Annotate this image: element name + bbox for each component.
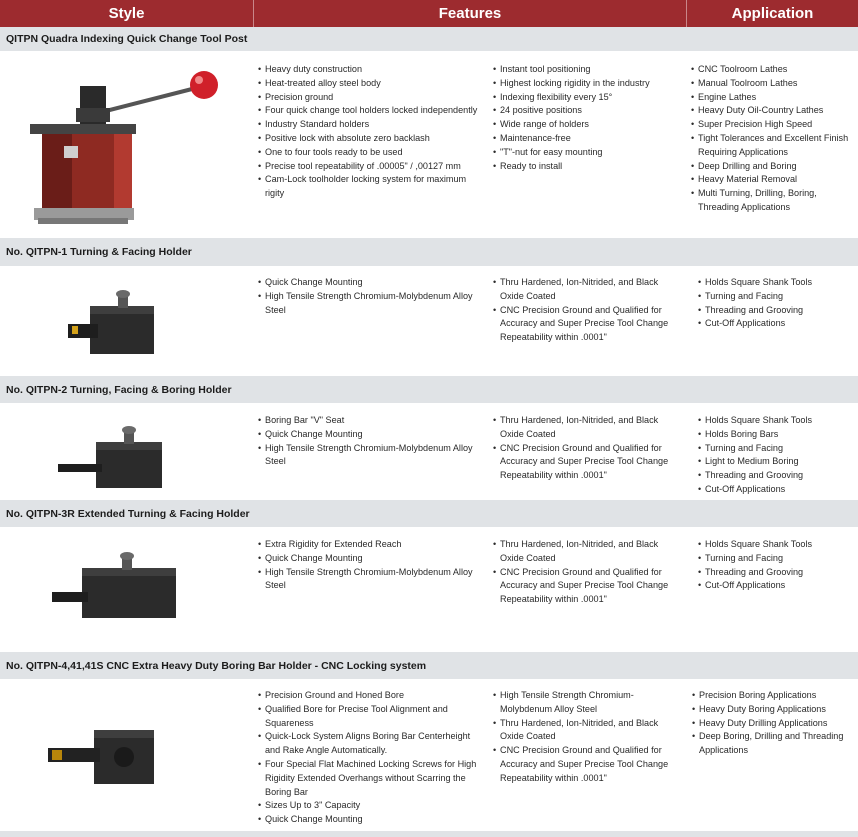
feature-item: • Sizes Up to 3" Capacity	[258, 799, 483, 813]
feature-item: • Instant tool positioning	[493, 63, 683, 77]
header-style: Style	[108, 5, 145, 22]
application-item: • Light to Medium Boring	[698, 455, 853, 469]
feature-item: • Thru Hardened, Ion-Nitrided, and Black Oxide Coated	[493, 538, 683, 566]
application-item: • Threading and Grooving	[698, 469, 853, 483]
feature-item: • Quick Change Mounting	[258, 428, 483, 442]
section-title-bar	[0, 376, 858, 403]
feature-item: • 24 positive positions	[493, 104, 683, 118]
section-title: QITPN Quadra Indexing Quick Change Tool Post	[6, 33, 248, 45]
application-item: • Turning and Facing	[698, 552, 853, 566]
application-item: • Manual Toolroom Lathes	[691, 77, 851, 91]
feature-item: • Four Special Flat Machined Locking Screws for High Rigidity Extended Overhangs without Scarring the Boring Bar	[258, 758, 483, 799]
features-column-a	[258, 63, 483, 201]
header-features: Features	[438, 5, 502, 22]
section-title-bar	[0, 652, 858, 679]
features-column-b	[493, 63, 683, 173]
feature-item: • Cam-Lock toolholder locking system for maximum rigity	[258, 173, 483, 201]
feature-item: • Quick Change Mounting	[258, 813, 483, 827]
feature-item: • Precision ground	[258, 91, 483, 105]
application-item: • Deep Boring, Drilling and Threading Applications	[692, 730, 852, 758]
features-column-a	[258, 538, 483, 593]
feature-item: • Positive lock with absolute zero backlash	[258, 132, 483, 146]
features-column-a	[258, 276, 483, 317]
feature-item: • Quick Change Mounting	[258, 552, 483, 566]
features-column-b	[493, 414, 683, 483]
holder-image	[52, 548, 182, 624]
feature-item: • Heavy duty construction	[258, 63, 483, 77]
application-item: • Precision Boring Applications	[692, 689, 852, 703]
feature-item: • High Tensile Strength Chromium-Molybdenum Alloy Steel	[258, 566, 483, 594]
application-item: • CNC Toolroom Lathes	[691, 63, 851, 77]
feature-item: • High Tensile Strength Chromium-Molybdenum Alloy Steel	[493, 689, 683, 717]
application-item: • Holds Square Shank Tools	[698, 276, 853, 290]
application-item: • Deep Drilling and Boring	[691, 160, 851, 174]
feature-item: • High Tensile Strength Chromium-Molybdenum Alloy Steel	[258, 290, 483, 318]
application-item: • Heavy Duty Drilling Applications	[692, 717, 852, 731]
feature-item: • Heat-treated alloy steel body	[258, 77, 483, 91]
section-title: No. QITPN-1 Turning & Facing Holder	[6, 246, 192, 258]
application-item: • Turning and Facing	[698, 442, 853, 456]
feature-item: • Maintenance-free	[493, 132, 683, 146]
section-title: No. QITPN-3R Extended Turning & Facing Holder	[6, 508, 250, 520]
feature-item: • High Tensile Strength Chromium-Molybdenum Alloy Steel	[258, 442, 483, 470]
application-item: • Holds Square Shank Tools	[698, 538, 853, 552]
application-item: • Cut-Off Applications	[698, 317, 853, 331]
feature-item: • Indexing flexibility every 15°	[493, 91, 683, 105]
bottom-band	[0, 831, 858, 837]
feature-item: • Extra Rigidity for Extended Reach	[258, 538, 483, 552]
feature-item: • Boring Bar "V" Seat	[258, 414, 483, 428]
application-item: • Multi Turning, Drilling, Boring, Threading Applications	[691, 187, 851, 215]
feature-item: • Four quick change tool holders locked independently	[258, 104, 483, 118]
application-item: • Cut-Off Applications	[698, 483, 853, 497]
features-column-b	[493, 276, 683, 345]
application-item: • Holds Boring Bars	[698, 428, 853, 442]
feature-item: • Qualified Bore for Precise Tool Alignment and Squareness	[258, 703, 483, 731]
holder-image	[68, 288, 164, 358]
feature-item: • Precision Ground and Honed Bore	[258, 689, 483, 703]
table-header	[0, 0, 858, 27]
features-column-a	[258, 414, 483, 469]
section-title: No. QITPN-2 Turning, Facing & Boring Holder	[6, 384, 232, 396]
feature-item: • Quick Change Mounting	[258, 276, 483, 290]
feature-item: • One to four tools ready to be used	[258, 146, 483, 160]
feature-item: • Wide range of holders	[493, 118, 683, 132]
feature-item: • CNC Precision Ground and Qualified for Accuracy and Super Precise Tool Change Repeatability within .0001"	[493, 566, 683, 607]
application-item: • Engine Lathes	[691, 91, 851, 105]
application-item: • Threading and Grooving	[698, 566, 853, 580]
features-column-a	[258, 689, 483, 827]
application-item: • Heavy Duty Boring Applications	[692, 703, 852, 717]
application-item: • Threading and Grooving	[698, 304, 853, 318]
applications-column	[692, 689, 852, 758]
application-item: • Super Precision High Speed	[691, 118, 851, 132]
header-application: Application	[731, 5, 814, 22]
holder-image	[48, 722, 160, 790]
section-title-bar	[0, 238, 858, 266]
feature-item: • Industry Standard holders	[258, 118, 483, 132]
features-column-b	[493, 538, 683, 607]
features-column-b	[493, 689, 683, 786]
application-item: • Heavy Material Removal	[691, 173, 851, 187]
feature-item: • Thru Hardened, Ion-Nitrided, and Black Oxide Coated	[493, 717, 683, 745]
feature-item: • CNC Precision Ground and Qualified for Accuracy and Super Precise Tool Change Repeatability within .0001"	[493, 744, 683, 785]
application-item: • Tight Tolerances and Excellent Finish Requiring Applications	[691, 132, 851, 160]
applications-column	[691, 63, 851, 215]
application-item: • Heavy Duty Oil-Country Lathes	[691, 104, 851, 118]
feature-item: • CNC Precision Ground and Qualified for Accuracy and Super Precise Tool Change Repeatability within .0001"	[493, 304, 683, 345]
section-title: No. QITPN-4,41,41S CNC Extra Heavy Duty Boring Bar Holder - CNC Locking system	[6, 660, 427, 672]
tool-post-image	[28, 68, 228, 226]
applications-column	[698, 276, 853, 331]
feature-item: • "T"-nut for easy mounting	[493, 146, 683, 160]
applications-column	[698, 538, 853, 593]
application-item: • Holds Square Shank Tools	[698, 414, 853, 428]
feature-item: • Ready to install	[493, 160, 683, 174]
feature-item: • Thru Hardened, Ion-Nitrided, and Black Oxide Coated	[493, 276, 683, 304]
feature-item: • Precise tool repeatability of .00005" / ,00127 mm	[258, 160, 483, 174]
feature-item: • CNC Precision Ground and Qualified for Accuracy and Super Precise Tool Change Repeatability within .0001"	[493, 442, 683, 483]
section-title-bar	[0, 27, 858, 51]
feature-item: • Quick-Lock System Aligns Boring Bar Centerheight and Rake Angle Automatically.	[258, 730, 483, 758]
application-item: • Cut-Off Applications	[698, 579, 853, 593]
feature-item: • Highest locking rigidity in the industry	[493, 77, 683, 91]
section-title-bar	[0, 500, 858, 527]
holder-image	[58, 424, 168, 494]
feature-item: • Thru Hardened, Ion-Nitrided, and Black Oxide Coated	[493, 414, 683, 442]
application-item: • Turning and Facing	[698, 290, 853, 304]
applications-column	[698, 414, 853, 497]
